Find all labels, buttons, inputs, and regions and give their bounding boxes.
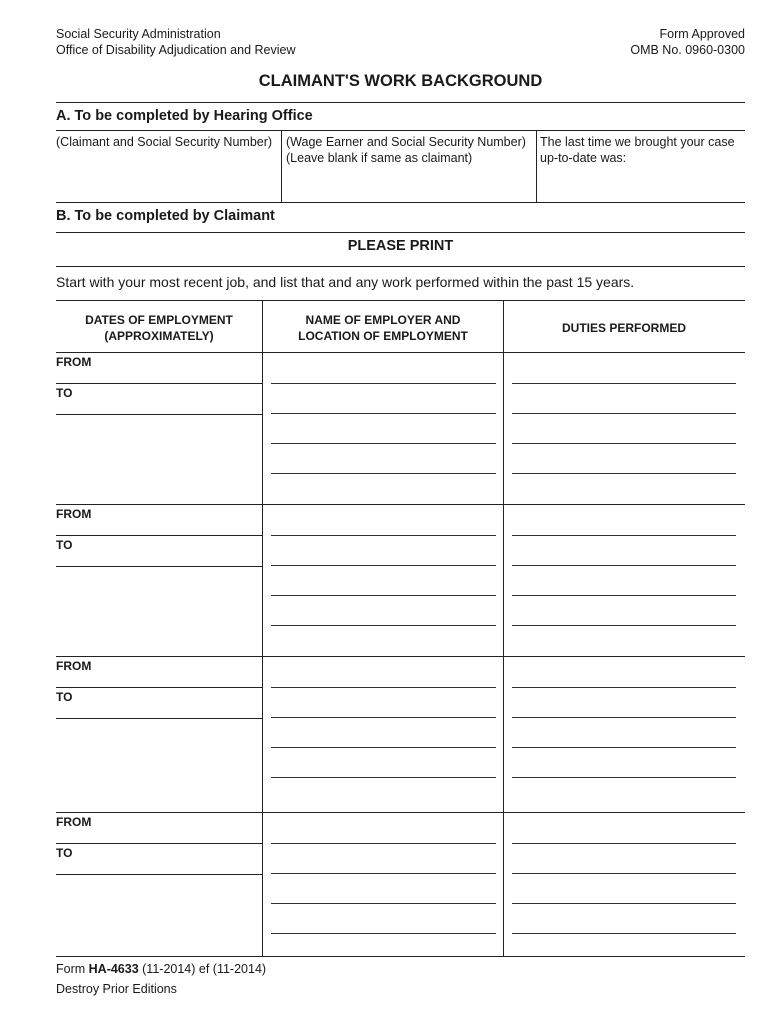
employer-write-line[interactable] [271, 933, 496, 934]
form-title: CLAIMANT'S WORK BACKGROUND [258, 72, 543, 90]
row-divider [56, 656, 745, 657]
column-divider [262, 300, 263, 956]
employer-write-line[interactable] [271, 443, 496, 444]
case-update-label: The last time we brought your case [540, 135, 735, 149]
section-b-heading: B. To be completed by Claimant [56, 208, 275, 224]
from-label: FROM [56, 355, 92, 369]
divider [56, 300, 745, 301]
form-approved: Form Approved [659, 27, 745, 41]
employer-write-line[interactable] [271, 625, 496, 626]
please-print: PLEASE PRINT [347, 238, 454, 254]
form-prefix: Form [56, 962, 89, 976]
to-date-field[interactable] [56, 874, 262, 875]
section-a-heading: A. To be completed by Hearing Office [56, 108, 313, 124]
destroy-notice: Destroy Prior Editions [56, 982, 177, 996]
column-header-dates-line2: (APPROXIMATELY) [104, 329, 214, 343]
divider [56, 266, 745, 267]
row-divider [56, 504, 745, 505]
duties-write-line[interactable] [512, 717, 736, 718]
case-update-field[interactable] [540, 134, 745, 198]
divider [56, 130, 745, 131]
employer-write-line[interactable] [271, 873, 496, 874]
employer-write-line[interactable] [271, 473, 496, 474]
duties-write-line[interactable] [512, 687, 736, 688]
employer-write-line[interactable] [271, 843, 496, 844]
divider [56, 102, 745, 103]
to-label: TO [56, 690, 73, 704]
duties-write-line[interactable] [512, 843, 736, 844]
employer-write-line[interactable] [271, 413, 496, 414]
to-date-field[interactable] [56, 414, 262, 415]
employer-write-line[interactable] [271, 747, 496, 748]
employer-write-line[interactable] [271, 903, 496, 904]
employer-write-line[interactable] [271, 717, 496, 718]
duties-write-line[interactable] [512, 903, 736, 904]
wage-earner-ssn-label: (Wage Earner and Social Security Number) [286, 135, 526, 149]
divider [281, 130, 282, 202]
divider [56, 232, 745, 233]
claimant-ssn-field[interactable] [56, 134, 278, 198]
form-number [56, 962, 266, 976]
duties-write-line[interactable] [512, 565, 736, 566]
instructions: Start with your most recent job, and list that and any work performed within the past 15 years. [56, 274, 635, 290]
employer-write-line[interactable] [271, 687, 496, 688]
from-date-field[interactable] [56, 535, 262, 536]
employer-write-line[interactable] [271, 565, 496, 566]
omb-number: OMB No. 0960-0300 [630, 43, 745, 57]
to-label: TO [56, 846, 73, 860]
to-label: TO [56, 386, 73, 400]
wage-earner-ssn-field[interactable] [286, 134, 532, 198]
from-date-field[interactable] [56, 843, 262, 844]
to-label: TO [56, 538, 73, 552]
from-date-field[interactable] [56, 687, 262, 688]
row-divider [56, 956, 745, 957]
claimant-ssn-label: (Claimant and Social Security Number) [56, 135, 273, 149]
employer-write-line[interactable] [271, 383, 496, 384]
employer-write-line[interactable] [271, 777, 496, 778]
divider [56, 202, 745, 203]
agency-name: Social Security Administration [56, 27, 221, 41]
from-label: FROM [56, 815, 92, 829]
to-date-field[interactable] [56, 718, 262, 719]
form-revision: (11-2014) ef (11-2014) [138, 962, 267, 976]
duties-write-line[interactable] [512, 595, 736, 596]
from-label: FROM [56, 507, 92, 521]
duties-write-line[interactable] [512, 777, 736, 778]
employer-write-line[interactable] [271, 595, 496, 596]
column-header-employer-line2: LOCATION OF EMPLOYMENT [298, 329, 468, 343]
from-label: FROM [56, 659, 92, 673]
divider [536, 130, 537, 202]
wage-earner-note: (Leave blank if same as claimant) [286, 151, 473, 165]
duties-write-line[interactable] [512, 473, 736, 474]
duties-write-line[interactable] [512, 625, 736, 626]
office-name: Office of Disability Adjudication and Review [56, 43, 296, 57]
duties-write-line[interactable] [512, 383, 736, 384]
duties-write-line[interactable] [512, 747, 736, 748]
column-header-duties: DUTIES PERFORMED [561, 321, 686, 335]
divider [56, 352, 745, 353]
column-header-dates [56, 312, 262, 344]
duties-write-line[interactable] [512, 933, 736, 934]
form-id: HA-4633 [88, 962, 139, 976]
duties-write-line[interactable] [512, 413, 736, 414]
employer-write-line[interactable] [271, 535, 496, 536]
case-update-label-cont: up-to-date was: [540, 151, 627, 165]
row-divider [56, 812, 745, 813]
to-date-field[interactable] [56, 566, 262, 567]
column-divider [503, 300, 504, 956]
duties-write-line[interactable] [512, 443, 736, 444]
column-header-dates-line1: DATES OF EMPLOYMENT [85, 313, 233, 327]
duties-write-line[interactable] [512, 535, 736, 536]
from-date-field[interactable] [56, 383, 262, 384]
column-header-employer-line1: NAME OF EMPLOYER AND [305, 313, 461, 327]
column-header-employer [263, 312, 503, 344]
duties-write-line[interactable] [512, 873, 736, 874]
